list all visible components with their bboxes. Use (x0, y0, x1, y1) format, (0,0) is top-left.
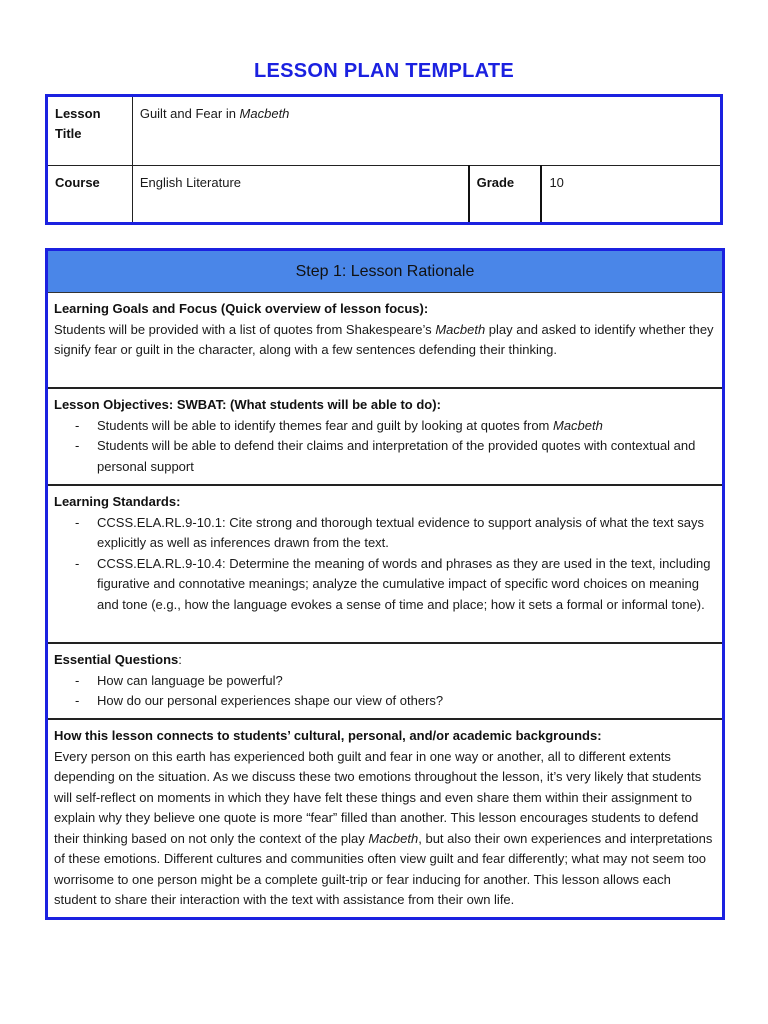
background-connections-section (48, 720, 722, 917)
lesson-title-label: Lesson Title (47, 96, 133, 166)
lesson-title-row (47, 96, 722, 166)
learning-goals-text (54, 320, 716, 361)
list-item: - How can language be powerful? (54, 671, 716, 692)
essential-questions-section (48, 644, 722, 720)
connections-text-part1: Every person on this earth has experienced both guilt and fear in one way or another, all to different extents depending on the situation. As we discuss these two emotions throughout the lesson, it’s very likely that students will self-reflect on moments in which they have felt these things and even share them within their assignment to explain why they believe one quote is more “fear” filled than another. This lesson encourages students to defend their thinking based on not only the context of the play (54, 748, 702, 846)
step1-header: Step 1: Lesson Rationale (48, 251, 722, 293)
learning-goals-section (48, 293, 722, 389)
lesson-meta-table (45, 94, 723, 225)
lesson-title-text: Guilt and Fear in (139, 106, 240, 121)
learning-standards-title: Learning Standards: (54, 494, 181, 509)
background-connections-title: How this lesson connects to students’ cultural, personal, and/or academic backgrounds: (54, 728, 602, 743)
lesson-title-value (132, 96, 721, 166)
connections-text-part2: , but also their own experiences and interpretations of these emotions. Different cultures and communities often view guilt and fear differently; what may not seem too worrisome to one person might be a complete guilt-trip or fear inducing for another. This lesson allows each student to share their interaction with the text with assistance from their own life. (54, 830, 713, 907)
grade-label: Grade (469, 166, 542, 224)
lesson-objectives-list (54, 416, 716, 478)
background-connections-text (54, 747, 716, 911)
essential-questions-colon: : (178, 652, 182, 667)
learning-standards-section (48, 486, 722, 644)
course-value: English Literature (132, 166, 468, 224)
learning-goals-italic: Macbeth (435, 321, 486, 337)
document-title: LESSON PLAN TEMPLATE (253, 60, 515, 82)
objective-1-text: Students will be able to identify themes fear and guilt by looking at quotes from (97, 417, 553, 433)
learning-standards-list (54, 513, 716, 616)
list-item: - CCSS.ELA.RL.9-10.4: Determine the meaning of words and phrases as they are used in the text, including figurative and connotative meanings; analyze the cumulative impact of specific word choices on meaning and tone (e.g., how the language evokes a sense of time and place; how it sets a formal or informal tone). (54, 554, 716, 616)
lesson-objectives-section (48, 389, 722, 486)
objective-1-italic: Macbeth (552, 417, 603, 433)
essential-questions-title (54, 650, 716, 671)
lesson-objectives-title: Lesson Objectives: SWBAT: (What students will be able to do): (54, 397, 441, 412)
course-row (47, 166, 722, 224)
list-item: - How do our personal experiences shape our view of others? (54, 691, 716, 712)
essential-questions-list (54, 671, 716, 712)
course-label: Course (47, 166, 133, 224)
learning-goals-text-part1: Students will be provided with a list of quotes from Shakespeare’s (54, 321, 436, 337)
learning-goals-title: Learning Goals and Focus (Quick overview of lesson focus): (54, 301, 429, 316)
list-item (54, 416, 716, 437)
learning-goals-text-part2: play and asked to identify whether they signify fear or guilt in the character, along with a few sentences defending their thinking. (54, 321, 714, 357)
list-item: - CCSS.ELA.RL.9-10.1: Cite strong and thorough textual evidence to support analysis of what the text says explicitly as well as inferences drawn from the text. (54, 513, 716, 554)
list-item: - Students will be able to defend their claims and interpretation of the provided quotes with contextual and personal support (54, 436, 716, 477)
essential-questions-title-text: Essential Questions (54, 652, 179, 667)
connections-italic: Macbeth (368, 830, 419, 846)
grade-value: 10 (541, 166, 721, 224)
lesson-rationale-section (45, 248, 725, 920)
lesson-title-italic: Macbeth (239, 106, 290, 121)
